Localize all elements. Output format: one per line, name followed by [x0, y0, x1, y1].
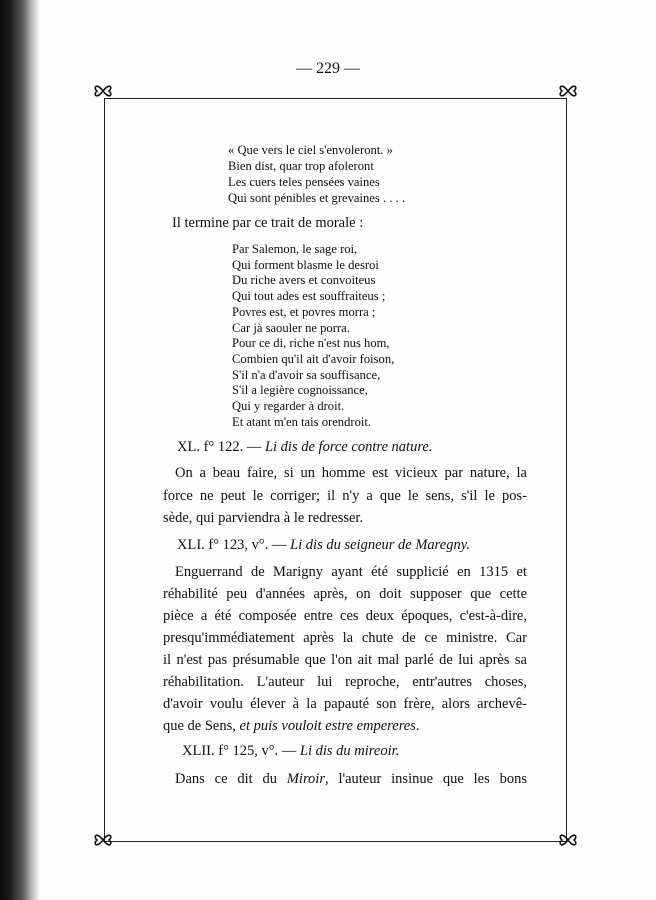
- text-segment: XLI. f° 123, v°. —: [177, 537, 291, 553]
- paragraph-line: [175, 563, 527, 581]
- intro-paragraph: Il termine par ce trait de morale :: [172, 215, 364, 231]
- text-segment: Dans ce dit du: [175, 771, 287, 787]
- verse-line: Qui tout ades est souffraiteus ;: [232, 289, 386, 304]
- paragraph-line: [175, 770, 527, 788]
- text-segment: sède, qui parviendra à le redresser.: [163, 510, 364, 527]
- verse-line: Qui y regarder à droit.: [232, 399, 345, 413]
- verse-line: « Que vers le ciel s'envoleront. »: [228, 143, 393, 157]
- verse-line: Qui forment blasme le desroi: [232, 257, 379, 272]
- verse-line: S'il a legière cognoissance,: [232, 383, 368, 398]
- text-segment: que de Sens,: [163, 718, 240, 734]
- paragraph-line: [163, 717, 420, 735]
- text-segment: XL. f° 122. —: [177, 439, 265, 455]
- verse-line: Combien qu'il ait d'avoir foison,: [232, 351, 395, 366]
- italic-text: et puis vouloit estre empereres: [239, 718, 416, 734]
- paragraph-line: [163, 629, 527, 647]
- text-segment: .: [415, 718, 420, 734]
- verse-line: Pour ce di, riche n'est nus hom,: [232, 336, 390, 351]
- corner-ornament-icon: [557, 80, 579, 102]
- verse-line: Les cuers teles pensées vaines: [228, 175, 380, 189]
- corner-ornament-icon: [92, 80, 114, 102]
- text-segment: réhabilité peu d'années après, on doit supposer que cette: [163, 586, 527, 602]
- text-segment: pièce a été composée entre ces deux époques, c'est-à-dire,: [163, 608, 527, 624]
- paragraph-line: [163, 695, 527, 713]
- verse-line: Bien dist, quar trop afoleront: [228, 159, 374, 173]
- text-segment: XLII. f° 125, v°. —: [182, 743, 300, 759]
- verse-line: S'il n'a d'avoir sa souffisance,: [232, 367, 381, 382]
- verse-line: Povres est, et povres morra ;: [232, 304, 376, 319]
- text-segment: d'avoir voulu élever à la papauté son frère, alors archevê-: [163, 696, 527, 712]
- verse-line: Car jà saouler ne porra.: [232, 320, 350, 335]
- italic-text: Li dis du mireoir.: [299, 743, 400, 759]
- corner-ornament-icon: [92, 829, 114, 851]
- paragraph-line: [163, 673, 527, 691]
- verse-line: Par Salemon, le sage roi,: [232, 242, 358, 256]
- verse-line: Du riche avers et convoiteus: [232, 273, 376, 288]
- text-segment: , l'auteur insinue que les bons: [324, 771, 527, 787]
- verse-line: Et atant m'en tais orendroit.: [232, 414, 372, 429]
- text-segment: il n'est pas présumable que l'on ait mal parlé de lui après sa: [163, 652, 527, 668]
- text-segment: réhabilitation. L'auteur lui reproche, entr'autres choses,: [163, 674, 527, 690]
- text-segment: force ne peut le corriger; il n'y a que le sens, s'il le pos-: [163, 487, 527, 504]
- corner-ornament-icon: [557, 829, 579, 851]
- italic-text: Miroir: [286, 771, 325, 787]
- section-heading: [177, 438, 433, 456]
- scan-binding-shadow: [0, 0, 40, 900]
- text-segment: Enguerrand de Marigny ayant été supplicié en 1315 et: [175, 564, 527, 580]
- section-heading: [182, 742, 399, 760]
- section-heading: [177, 536, 470, 554]
- paragraph-line: [175, 464, 527, 482]
- page-number: — 229 —: [296, 60, 360, 77]
- italic-text: Li dis du seigneur de Maregny.: [290, 537, 470, 553]
- italic-text: Li dis de force contre nature.: [264, 439, 433, 455]
- paragraph-line: [163, 509, 363, 527]
- verse-line: Qui sont pénibles et grevaines . . . .: [228, 191, 405, 205]
- paragraph-line: [163, 607, 527, 625]
- text-segment: presqu'immédiatement après la chute de ce ministre. Car: [163, 630, 527, 646]
- text-segment: On a beau faire, si un homme est vicieux par nature, la: [175, 465, 527, 481]
- paragraph-line: [163, 487, 527, 505]
- paragraph-line: [163, 585, 527, 603]
- paragraph-line: [163, 651, 527, 669]
